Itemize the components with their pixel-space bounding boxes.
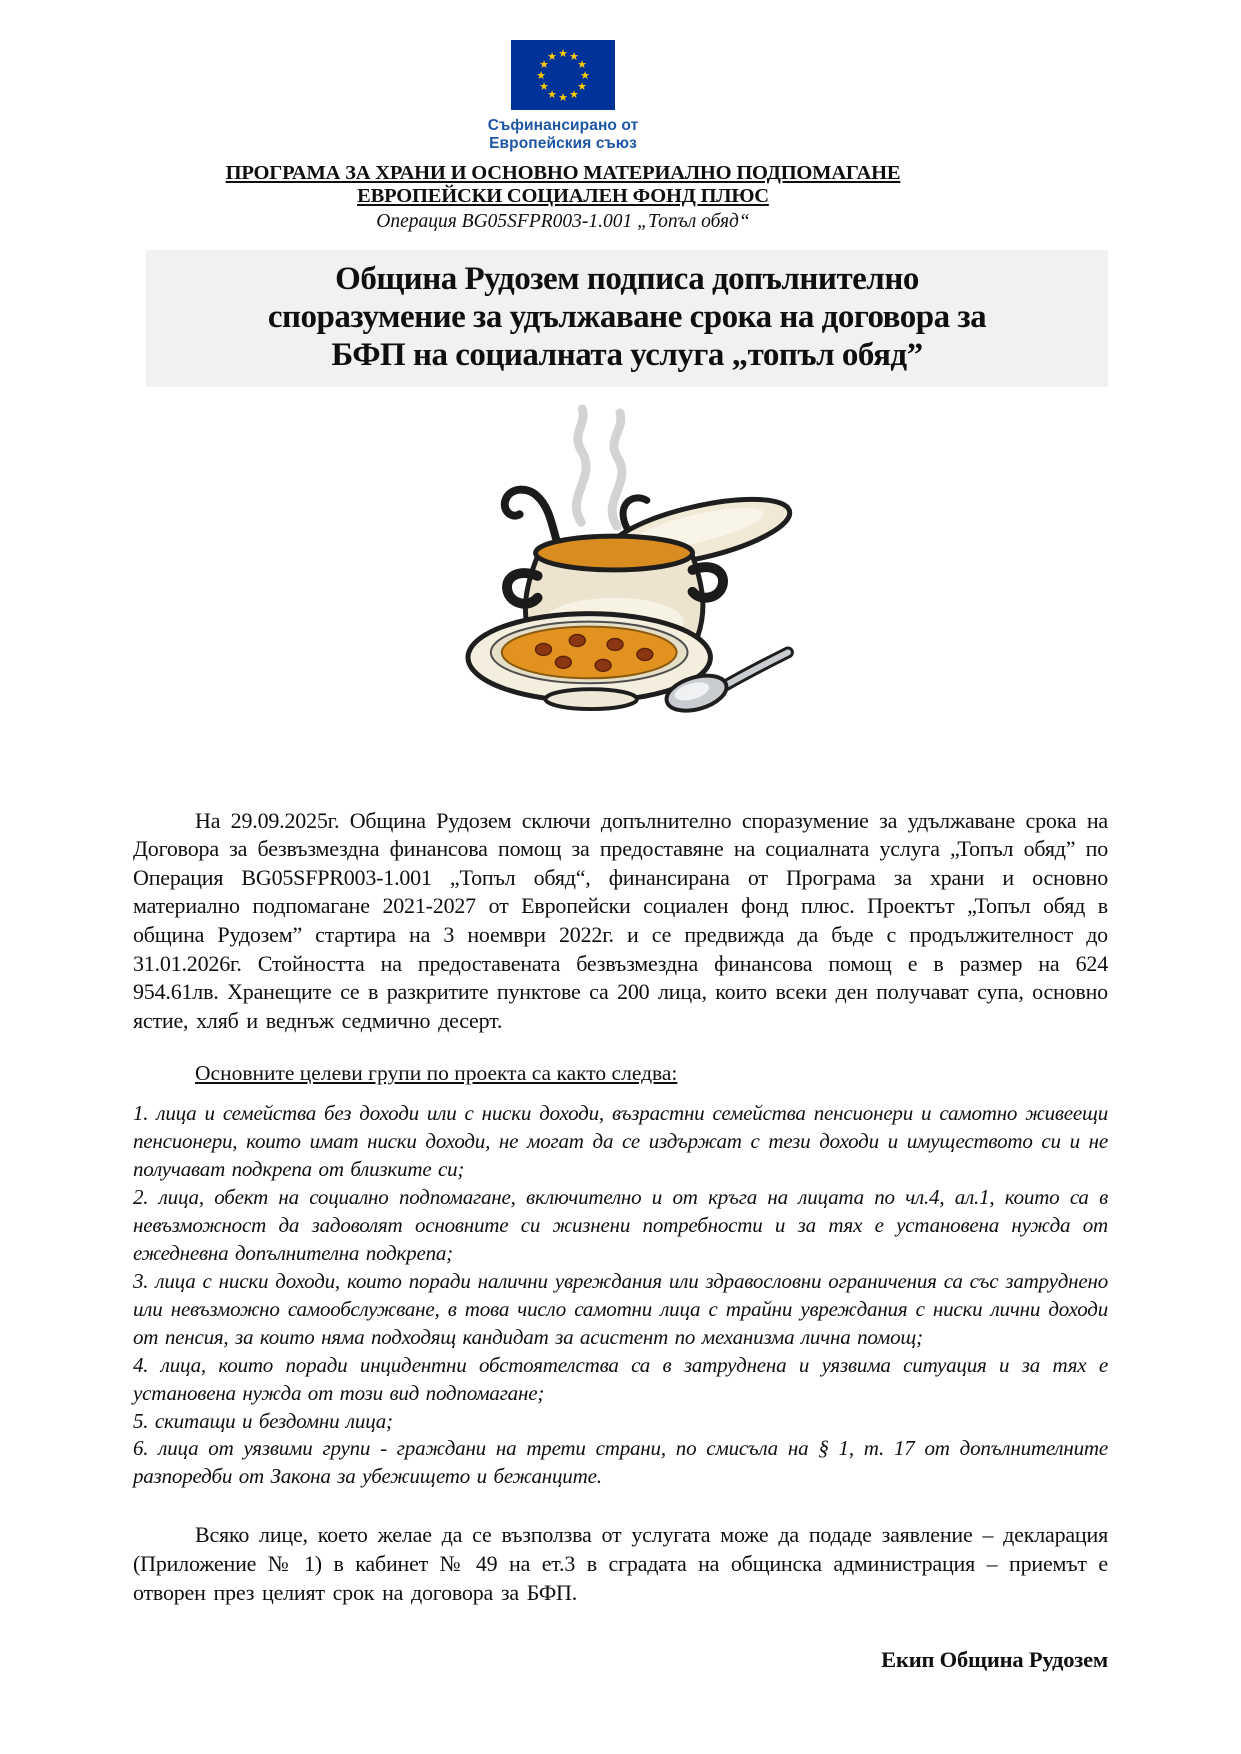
- target-groups-list: [133, 1100, 1108, 1491]
- svg-text:★: ★: [547, 50, 557, 63]
- program-title-line2: ЕВРОПЕЙСКИ СОЦИАЛЕН ФОНД ПЛЮС: [357, 184, 769, 207]
- eu-cofunded-caption-line1: Съфинансирано от: [487, 117, 639, 134]
- svg-text:★: ★: [577, 80, 587, 93]
- eu-cofunded-caption-line2: Европейския съюз: [489, 135, 637, 153]
- eu-cofunded-caption: [123, 117, 1003, 154]
- svg-text:★: ★: [536, 69, 546, 82]
- target-groups-heading: Основните целеви групи по проекта са както следва:: [195, 1061, 678, 1086]
- target-group-item: 1. лица и семейства без доходи или с ниски доходи, възрастни семейства пенсионери и самотно живеещи пенсионери, които имат ниски доходи, не могат да се издържат с тези доходи и имуществото си и не получават подкрепа от близките си;: [133, 1101, 1108, 1182]
- svg-text:★: ★: [569, 88, 579, 101]
- article-title-line2: споразумение за удължаване срока на договора за: [267, 299, 987, 336]
- article-title-line1: Община Рудозем подписа допълнително: [335, 260, 919, 297]
- article-title-line3: БФП на социалната услуга „топъл обяд”: [331, 337, 923, 374]
- svg-text:★: ★: [580, 69, 590, 82]
- program-title-line1: ПРОГРАМА ЗА ХРАНИ И ОСНОВНО МАТЕРИАЛНО ПОДПОМАГАНЕ: [225, 161, 901, 184]
- svg-text:★: ★: [558, 91, 568, 104]
- soup-illustration: [133, 401, 1108, 719]
- paragraph-application-info: Всяко лице, което желае да се възползва от услугата може да подаде заявление – декларация (Приложение № 1) в кабинет № 49 на ет.3 в сградата на общинска администрация – приемът е отворен през целият срок на договора за БФП.: [133, 1522, 1108, 1605]
- target-group-item: 2. лица, обект на социално подпомагане, включително и от кръга на лицата по чл.4, ал.1, които са в невъзможност да задоволят основните си жизнени потребности и за тях е установена нужда от ежедневна допълнителна подкрепа;: [133, 1185, 1108, 1266]
- target-group-item: 6. лица от уязвими групи - граждани на трети страни, по смисъла на § 1, т. 17 от допълнителните разпоредби от Закона за убежището и бежанците.: [133, 1436, 1108, 1489]
- svg-text:★: ★: [539, 80, 549, 93]
- target-group-item: 4. лица, които поради инцидентни обстоятелства са в затруднена и уязвима ситуация и за тях е установена нужда от този вид подпомагане;: [133, 1352, 1108, 1405]
- svg-text:★: ★: [577, 58, 587, 71]
- operation-subtitle: Операция BG05SFPR003-1.001 „Топъл обяд“: [376, 211, 750, 233]
- svg-text:★: ★: [558, 47, 568, 60]
- document-header: [123, 40, 1003, 234]
- paragraph-announcement: На 29.09.2025г. Община Рудозем сключи допълнително споразумение за удължаване срока на Договора за безвъзмездна финансова помощ за предоставяне на социалната услуга „Топъл обяд” по Операция BG05SFPR003-1.001 „Топъл обяд“, финансирана от Програма за храни и основно материално подпомагане 2021-2027 от Европейски социален фонд плюс. Проектът „Топъл обяд в община Рудозем” стартира на 3 ноември 2022г. и се предвижда да бъде с продължителност до 31.01.2026г. Стойността на предоставената безвъзмездна финансова помощ е в размер на 624 954.61лв. Хранещите се в разкритите пунктове са 200 лица, които всеки ден получават супа, основно ястие, хляб и веднъж седмично десерт.: [133, 807, 1108, 1033]
- svg-text:★: ★: [539, 58, 549, 71]
- eu-flag-icon: [123, 40, 1003, 110]
- signature-line: Екип Община Рудозем: [881, 1647, 1108, 1673]
- target-group-item: 3. лица с ниски доходи, които поради налични увреждания или здравословни ограничения са със затруднено или невъзможно самообслужване, в това число самотни лица с трайни увреждания с ниски лични доходи от пенсия, за които няма подходящ кандидат за асистент по механизма лична помощ;: [133, 1268, 1108, 1349]
- article-title: [146, 250, 1108, 387]
- article-body: [133, 807, 1108, 1673]
- soup-pot-icon: [431, 401, 811, 719]
- target-group-item: 5. скитащи и бездомни лица;: [133, 1408, 393, 1433]
- svg-text:★: ★: [547, 88, 557, 101]
- svg-text:★: ★: [569, 50, 579, 63]
